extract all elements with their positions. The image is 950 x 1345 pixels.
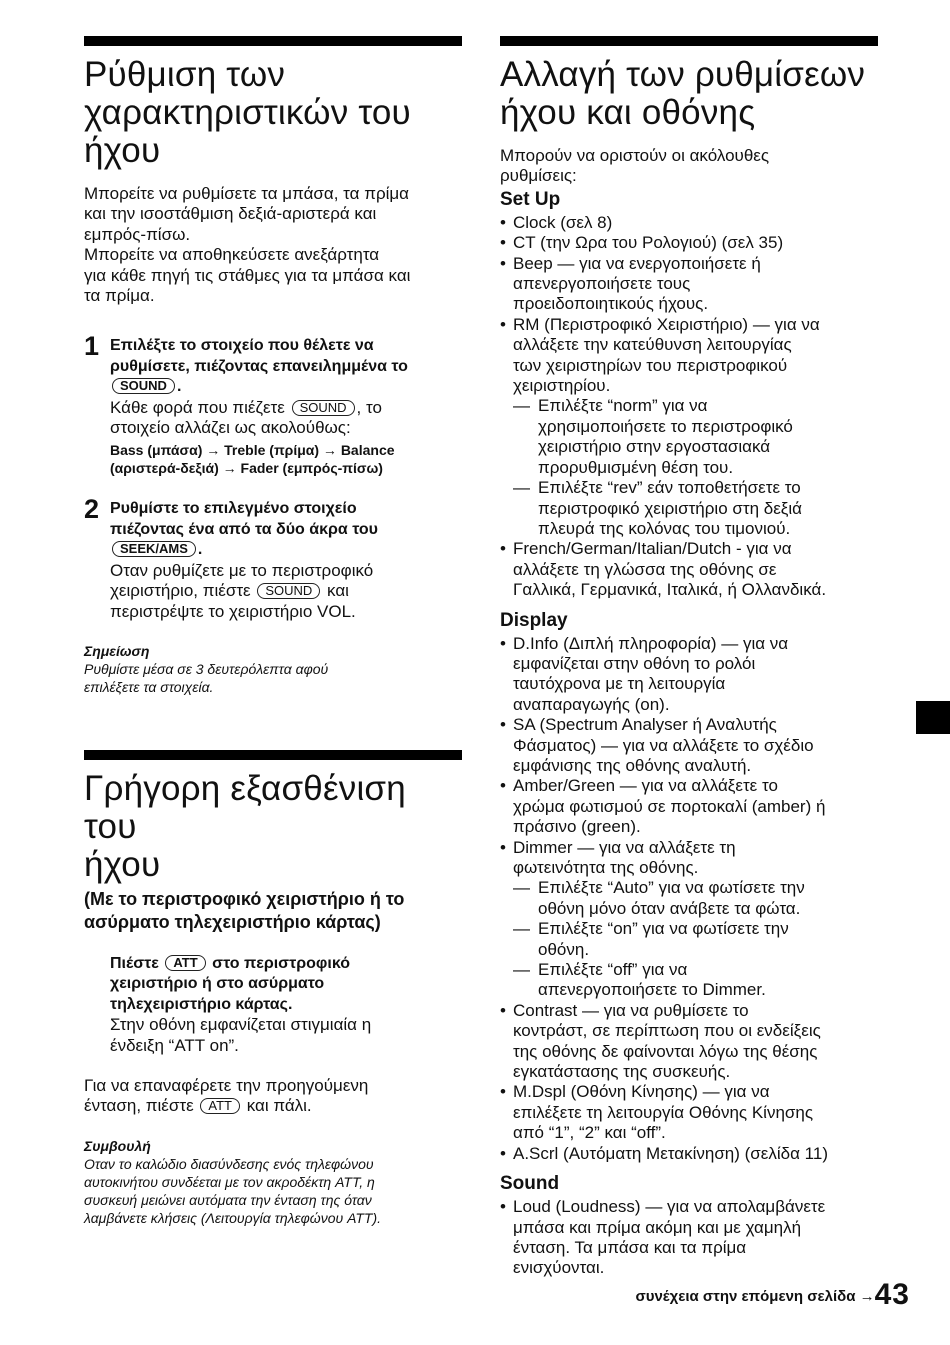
list-item-line: Επιλέξτε “Auto” για να φωτίσετε την bbox=[538, 878, 805, 898]
sub-list-item bbox=[500, 919, 878, 960]
list-item-line: Επιλέξτε “rev” εάν τοποθετήσετε το bbox=[538, 478, 801, 498]
list-item bbox=[500, 634, 878, 716]
tip-heading: Συμβουλή bbox=[84, 1137, 151, 1154]
dash-marker: — bbox=[513, 478, 530, 498]
list-item-line: • SA (Spectrum Analyser ή Αναλυτής bbox=[513, 715, 777, 735]
list-item-line: • French/German/Italian/Dutch - για να bbox=[513, 539, 792, 559]
list-item-line: • Beep — για να ενεργοποιήσετε ή bbox=[513, 253, 761, 273]
page-number: 43 bbox=[874, 1278, 910, 1311]
list-item-line: Επιλέξτε “norm” για να bbox=[538, 396, 708, 416]
att-button-label: ATT bbox=[200, 1098, 240, 1114]
section-rule bbox=[84, 750, 462, 760]
sound-heading: Sound bbox=[500, 1173, 560, 1195]
list-item-line: ένταση. Τα μπάσα και τα πρίμα bbox=[513, 1237, 747, 1257]
list-item-line: οθόνη μόνο όταν ανάβετε τα φώτα. bbox=[538, 898, 801, 918]
section-subtitle: (Με το περιστροφικό χειριστήριο ή το ασύρματο τηλεχειριστήριο κάρτας) bbox=[84, 888, 405, 932]
section-title-sound-characteristics: Ρύθμιση των χαρακτηριστικών του ήχου bbox=[84, 55, 411, 170]
intro-paragraph: Μπορούν να οριστούν οι ακόλουθες ρυθμίσεις: bbox=[500, 146, 770, 186]
seek-ams-button-label: SEEK/AMS bbox=[112, 541, 196, 557]
list-item-line: χειριστήριο στην εργοστασιακά bbox=[538, 437, 771, 457]
list-item bbox=[500, 715, 878, 776]
list-item-line: των χειριστηρίων του περιστροφικού bbox=[513, 355, 788, 375]
list-item bbox=[500, 776, 878, 837]
list-item bbox=[500, 254, 878, 315]
sequence-line: Bass (μπάσα) → Treble (πρίμα) → Balance bbox=[110, 442, 395, 459]
section-title-change-settings: Αλλαγή των ρυθμίσεων ήχου και οθόνης bbox=[500, 55, 866, 132]
list-item bbox=[500, 1082, 878, 1143]
list-item-line: πράσινο (green). bbox=[513, 817, 641, 837]
sound-button-label: SOUND bbox=[112, 378, 175, 394]
list-item-line: εμφανίζεται στην οθόνη το ρολόι bbox=[513, 653, 756, 673]
list-item-line: • Dimmer — για να αλλάξετε τη bbox=[513, 837, 736, 857]
setup-list bbox=[500, 213, 878, 601]
section-title-quick-attenuate: Γρήγορη εξασθένιση του ήχου bbox=[84, 768, 406, 884]
sub-list-item bbox=[500, 478, 878, 539]
list-item-line: • Loud (Loudness) — για να απολαμβάνετε bbox=[513, 1197, 826, 1217]
list-item bbox=[500, 1001, 878, 1083]
intro-paragraph: Μπορείτε να ρυθμίσετε τα μπάσα, τα πρίμα και την ισοστάθμιση δεξιά-αριστερά και εμπρός-πίσω. Μπορείτε να αποθηκεύσετε ανεξάρτητα για κάθε πηγή τις στάθμες για τα μπάσα και τα πρίμα. bbox=[84, 184, 411, 306]
list-item-line: απενεργοποιήσετε το Dimmer. bbox=[538, 980, 766, 1000]
list-item bbox=[500, 838, 878, 879]
list-item-line: της οθόνης δε φαίνονται λόγω της θέσης bbox=[513, 1041, 818, 1061]
page-footer bbox=[635, 1278, 910, 1312]
sub-list-item bbox=[500, 960, 878, 1001]
section-rule bbox=[84, 36, 462, 46]
list-item-line: • D.Info (Διπλή πληροφορία) — για να bbox=[513, 633, 789, 653]
list-item-line: • M.Dspl (Οθόνη Κίνησης) — για να bbox=[513, 1082, 770, 1102]
list-item-line: εμφάνισης της οθόνης αναλυτή. bbox=[513, 755, 752, 775]
dash-marker: — bbox=[513, 396, 530, 416]
list-item-line: επιλέξετε τη λειτουργία Οθόνης Κίνησης bbox=[513, 1102, 814, 1122]
list-item-line: φωτεινότητα της οθόνης. bbox=[513, 858, 699, 877]
list-item-line: κοντράστ, σε περίπτωση που οι ενδείξεις bbox=[513, 1021, 821, 1041]
right-column bbox=[500, 36, 878, 1279]
dash-marker: — bbox=[513, 960, 530, 980]
list-item bbox=[500, 1144, 878, 1164]
list-item-line: αλλάξετε τη γλώσσα της οθόνης σε bbox=[513, 559, 777, 579]
step-number: 2 bbox=[84, 494, 100, 525]
list-item-line: Γαλλικά, Γερμανικά, Ιταλικά, ή Ολλανδικά. bbox=[513, 580, 827, 600]
note-heading: Σημείωση bbox=[84, 642, 150, 659]
section-tab-marker bbox=[916, 701, 950, 734]
list-item-line: από “1”, “2” και “off”. bbox=[513, 1123, 666, 1143]
sound-list bbox=[500, 1197, 878, 1279]
list-item-line: απενεργοποιήσετε τους bbox=[513, 274, 691, 294]
sub-list-item bbox=[500, 878, 878, 919]
att-button-label: ATT bbox=[165, 955, 205, 971]
list-item-line: • Amber/Green — για να αλλάξετε το bbox=[513, 776, 778, 796]
note-text: Ρυθμίστε μέσα σε 3 δευτερόλεπτα αφού bbox=[84, 660, 329, 677]
section-rule bbox=[500, 36, 878, 46]
restore-paragraph: Για να επαναφέρετε την προηγούμενη ένταση, πιέστε ATT και πάλι. bbox=[84, 1075, 369, 1116]
list-item-line: προειδοποιητικούς ήχους. bbox=[513, 294, 709, 314]
tip-text: Οταν το καλώδιο διασύνδεσης ενός τηλεφώνου bbox=[84, 1155, 374, 1172]
step-number: 1 bbox=[84, 331, 100, 362]
sound-button-label: SOUND bbox=[292, 400, 355, 416]
list-item-line: προρυθμισμένη θέση του. bbox=[538, 457, 734, 477]
sound-button-label: SOUND bbox=[257, 583, 320, 599]
sequence-line: (αριστερά-δεξιά) → Fader (εμπρός-πίσω) bbox=[110, 460, 383, 477]
display-list bbox=[500, 634, 878, 1165]
list-item-line: αλλάξετε την κατεύθυνση λειτουργίας bbox=[513, 335, 792, 355]
display-heading: Display bbox=[500, 609, 568, 631]
list-item-line: εγκατάστασης της συσκευής. bbox=[513, 1062, 731, 1082]
continue-note: συνέχεια στην επόμενη σελίδα → bbox=[635, 1288, 875, 1305]
step-2: 2 Ρυθμίστε το επιλεγμένο στοιχείο πιέζοντας ένα από τα δύο άκρα του SEEK/AMS . Οταν ρυθμίζετε με το περιστροφικό χειριστήριο, πιέστε SOUND και περιστρέψτε το χειριστήριο VOL. bbox=[84, 494, 378, 621]
list-item-line: ενισχύονται. bbox=[513, 1258, 605, 1278]
list-item-line: πλευρά της κολόνας του τιμονιού. bbox=[538, 518, 791, 538]
tip-text: λαμβάνετε κλήσεις (Λειτουργία τηλεφώνου ATT). bbox=[84, 1209, 382, 1226]
step-1: 1 Επιλέξτε το στοιχείο που θέλετε να ρυθμίσετε, πιέζοντας επανειλημμένα το SOUND . Κάθε φορά που πιέζετε SOUND , το στοιχείο αλλάζει ως ακολούθως: Bass (μπάσα) → Treble (πρίμα) → Balance (αριστερά-δεξιά) → Fader (εμπρός-πίσω) bbox=[84, 336, 462, 477]
list-item-line: • RM (Περιστροφικό Χειριστήριο) — για να bbox=[513, 314, 820, 334]
list-item bbox=[500, 315, 878, 397]
list-item-line: οθόνη. bbox=[538, 939, 590, 959]
list-item-line: • Clock (σελ 8) bbox=[513, 212, 613, 232]
list-item-line: ταυτόχρονα με τη λειτουργία bbox=[513, 674, 726, 694]
tip-text: συσκευή μειώνει αυτόματα την ένταση της όταν bbox=[84, 1191, 372, 1208]
list-item-line: • Contrast — για να ρυθμίσετε το bbox=[513, 1000, 749, 1020]
list-item-line: χρησιμοποιήσετε το περιστροφικό bbox=[538, 416, 793, 436]
list-item-line: χρώμα φωτισμού σε πορτοκαλί (amber) ή bbox=[513, 796, 826, 816]
dash-marker: — bbox=[513, 919, 530, 939]
setup-heading: Set Up bbox=[500, 188, 561, 210]
list-item bbox=[500, 213, 878, 233]
list-item-line: χειριστηρίου. bbox=[513, 376, 611, 396]
note-text: επιλέξετε τα στοιχεία. bbox=[84, 678, 214, 695]
list-item bbox=[500, 539, 878, 600]
att-instruction: Πιέστε ATT στο περιστροφικό χειριστήριο ή στο ασύρματο τηλεχειριστήριο κάρτας. Στην οθόνη εμφανίζεται στιγμιαία η ένδειξη “ATT on”. bbox=[110, 954, 372, 1055]
list-item-line: Επιλέξτε “off” για να bbox=[538, 960, 688, 980]
tip-text: αυτοκινήτου συνδέεται με τον ακροδέκτη ATT, η bbox=[84, 1173, 375, 1190]
list-item-line: • A.Scrl (Αυτόματη Μετακίνηση) (σελίδα 11) bbox=[513, 1143, 828, 1163]
list-item-line: • CT (την Ωρα του Ρολογιού) (σελ 35) bbox=[513, 233, 784, 253]
list-item-line: Επιλέξτε “on” για να φωτίσετε την bbox=[538, 919, 789, 939]
list-item-line: περιστροφικό χειριστήριο στη δεξιά bbox=[538, 498, 803, 518]
list-item-line: μπάσα και πρίμα ακόμη και με χαμηλή bbox=[513, 1217, 802, 1237]
left-column bbox=[84, 36, 462, 1227]
sub-list-item bbox=[500, 396, 878, 478]
list-item-line: Φάσματος) — για να αλλάξετε το σχέδιο bbox=[513, 735, 814, 755]
list-item bbox=[500, 1197, 878, 1279]
list-item-line: αναπαραγωγής (on). bbox=[513, 694, 670, 714]
list-item bbox=[500, 233, 878, 253]
dash-marker: — bbox=[513, 878, 530, 898]
